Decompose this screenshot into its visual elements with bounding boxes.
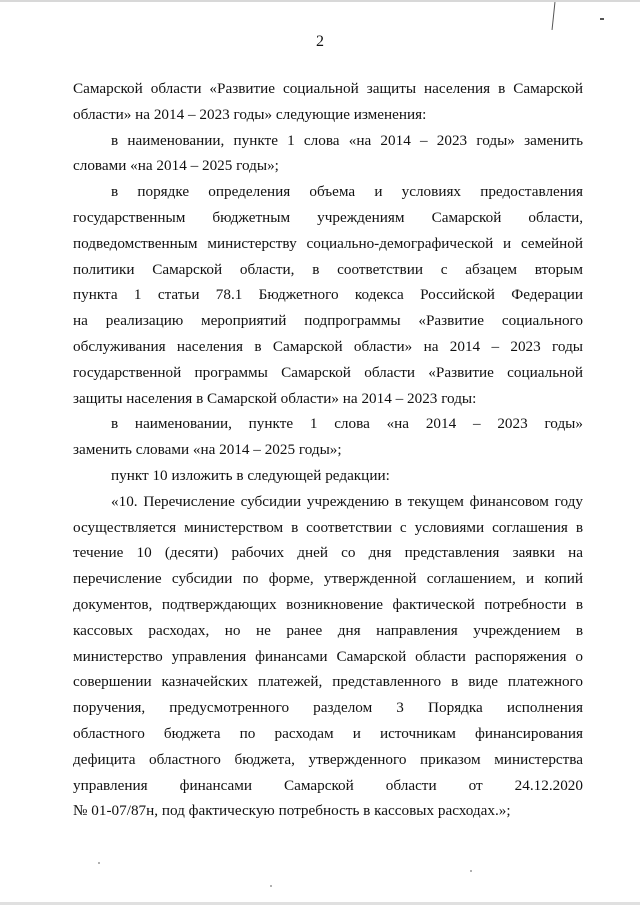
text-line: политики Самарской области, в соответствии с абзацем вторым [73,260,583,278]
text-line: защиты населения в Самарской области» на 2014 – 2023 годы: [73,389,477,407]
scan-speck [270,885,272,887]
body-text [73,76,583,824]
text-line: осуществляется министерством в соответствии с условиями соглашения в [73,518,583,536]
text-line: государственным бюджетным учреждениям Самарской области, [73,208,583,226]
text-line: словами «на 2014 – 2025 годы»; [73,157,279,175]
text-line: министерство управления финансами Самарской области распоряжения о [73,647,583,665]
scan-speck [470,870,472,872]
text-line: № 01-07/87н, под фактическую потребность в кассовых расходах.»; [73,802,511,820]
text-line: документов, подтверждающих возникновение фактической потребности в [73,595,583,613]
text-line: области» на 2014 – 2023 годы» следующие изменения: [73,105,427,123]
page-number: 2 [316,33,324,50]
text-line: на реализацию мероприятий подпрограммы «Развитие социального [73,312,583,330]
text-line: течение 10 (десяти) рабочих дней со дня представления заявки на [73,544,583,562]
text-line: пункта 1 статьи 78.1 Бюджетного кодекса Российской Федерации [73,286,583,304]
text-line: в порядке определения объема и условиях предоставления [111,183,583,201]
scan-speck [98,862,100,864]
text-line: «10. Перечисление субсидии учреждению в текущем финансовом году [111,492,583,510]
handwritten-mark [552,2,556,30]
text-line: совершении казначейских платежей, представленного в виде платежного [73,673,583,691]
handwritten-dash [600,18,604,20]
text-line: управления финансами Самарской области от 24.12.2020 [73,776,583,794]
text-line: в наименовании, пункте 1 слова «на 2014 – 2023 годы» заменить [111,131,583,149]
text-line: пункт 10 изложить в следующей редакции: [111,466,390,484]
text-line: дефицита областного бюджета, утвержденного приказом министерства [73,750,583,768]
text-line: кассовых расходах, но не ранее дня направления учреждением в [73,621,583,639]
text-line: подведомственным министерству социально-демографической и семейной [73,234,583,252]
text-line: поручения, предусмотренного разделом 3 Порядка исполнения [73,699,583,717]
text-line: областного бюджета по расходам и источникам финансирования [73,724,583,742]
text-line: обслуживания населения в Самарской области» на 2014 – 2023 годы [73,337,583,355]
text-line: перечисление субсидии по форме, утвержденной соглашением, и копий [73,570,583,588]
text-line: государственной программы Самарской области «Развитие социальной [73,363,583,381]
text-line: Самарской области «Развитие социальной защиты населения в Самарской [73,80,583,97]
scan-edge-top [0,0,640,2]
text-line: в наименовании, пункте 1 слова «на 2014 – 2023 годы» [111,415,583,433]
text-line: заменить словами «на 2014 – 2025 годы»; [73,441,342,459]
